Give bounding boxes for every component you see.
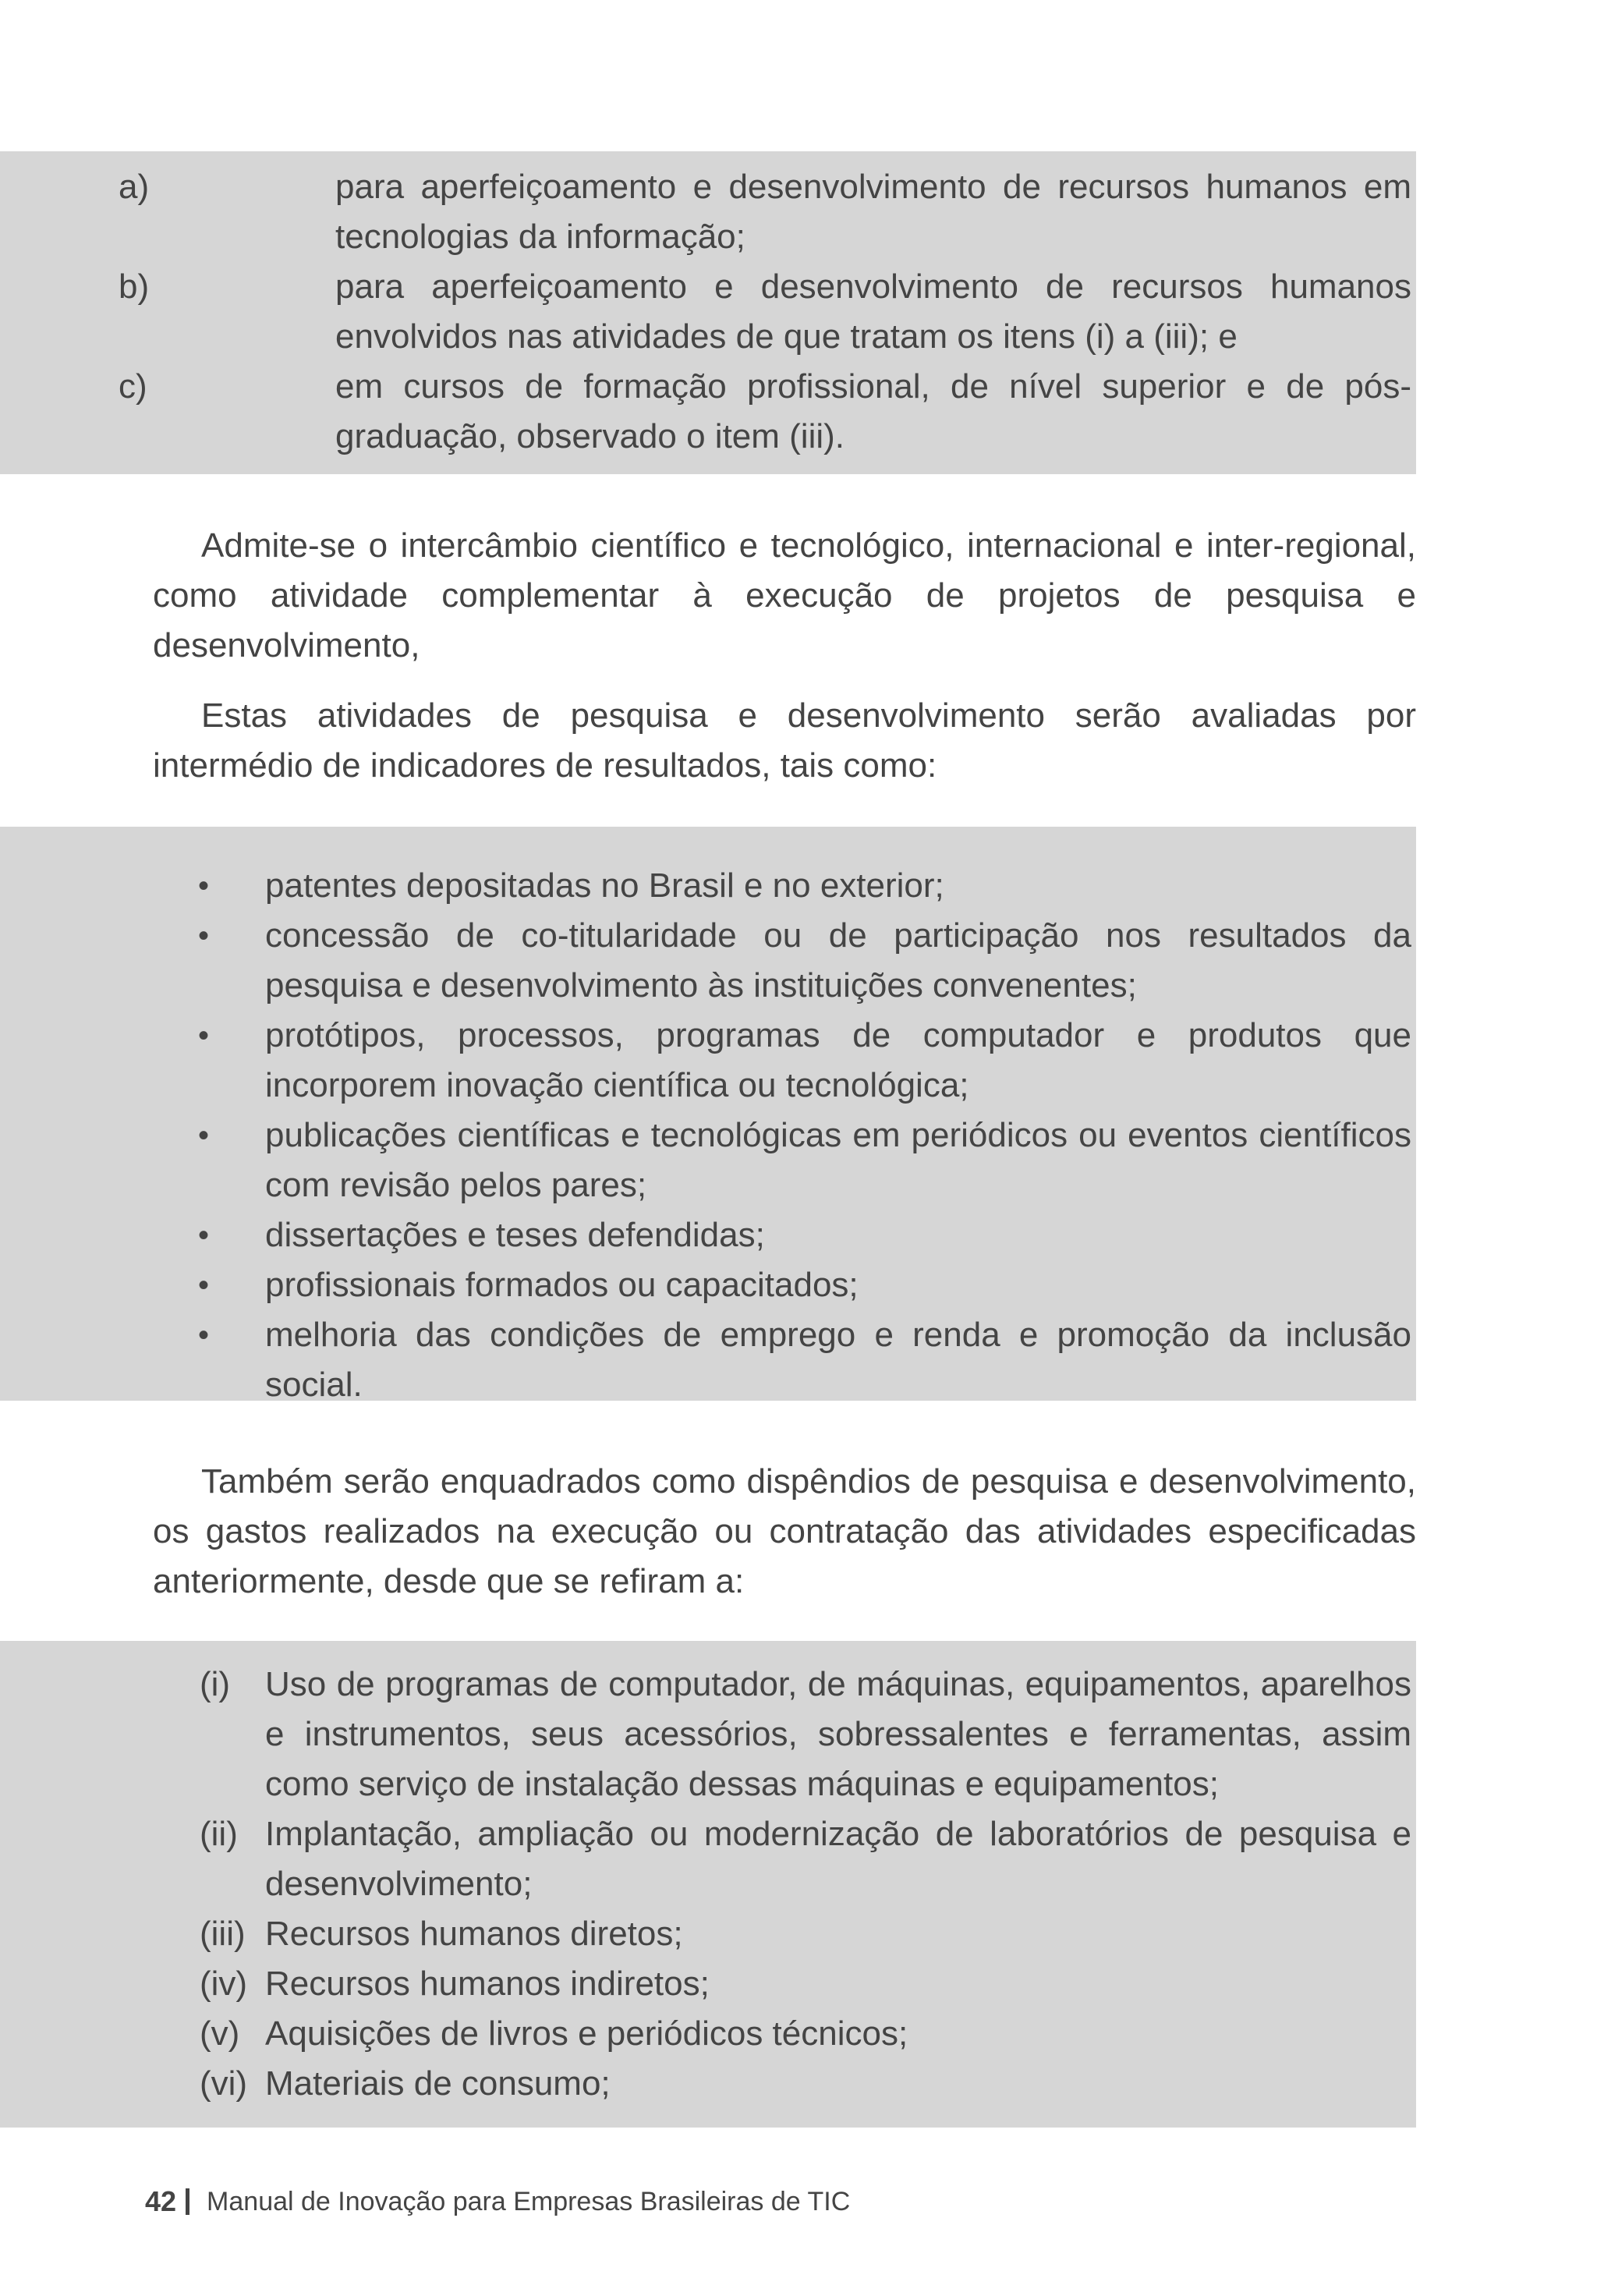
list-item <box>151 1111 1411 1210</box>
list-item <box>119 362 1411 462</box>
list-item <box>151 2009 1411 2059</box>
list-item <box>151 1809 1411 1909</box>
list-item <box>151 1959 1411 2009</box>
body-text-section-1 <box>153 521 1416 811</box>
alpha-list <box>119 162 1411 462</box>
roman-list <box>151 1660 1411 2109</box>
list-item <box>151 1310 1411 1410</box>
bullet-marker: • <box>198 1268 210 1302</box>
list-item-text: concessão de co-titularidade ou de participação nos resultados da pesquisa e desenvolvimento às instituições convenentes; <box>265 916 1411 1004</box>
shaded-block-bullet-list <box>0 827 1416 1404</box>
shaded-block-alpha-list <box>0 151 1416 474</box>
bullet-marker: • <box>198 919 210 953</box>
bullet-marker: • <box>198 1218 210 1253</box>
footer-title: Manual de Inovação para Empresas Brasileiras de TIC <box>207 2186 851 2216</box>
list-item <box>151 1660 1411 1809</box>
list-item-text: Aquisições de livros e periódicos técnicos; <box>265 2014 908 2053</box>
list-item <box>151 861 1411 911</box>
list-item-text: Implantação, ampliação ou modernização de laboratórios de pesquisa e desenvolvimento; <box>265 1815 1411 1903</box>
list-marker: a) <box>119 168 150 206</box>
list-item <box>151 1260 1411 1310</box>
list-item-text: para aperfeiçoamento e desenvolvimento de recursos humanos em tecnologias da informação; <box>335 168 1411 256</box>
list-marker: (ii) <box>200 1815 238 1853</box>
list-item-text: publicações científicas e tecnológicas em periódicos ou eventos científicos com revisão pelos pares; <box>265 1116 1411 1204</box>
bullet-marker: • <box>198 1019 210 1053</box>
list-item <box>151 1909 1411 1959</box>
paragraph-intercambio: Admite-se o intercâmbio científico e tecnológico, internacional e inter-regional, como atividade complementar à execução de projetos de pesquisa e desenvolvimento, <box>153 526 1416 664</box>
list-item <box>151 1210 1411 1260</box>
list-item-text: melhoria das condições de emprego e renda e promoção da inclusão social. <box>265 1316 1411 1404</box>
list-item-text: Materiais de consumo; <box>265 2064 611 2103</box>
page-number: 42 <box>145 2185 177 2217</box>
list-marker: b) <box>119 268 150 306</box>
list-item-text: patentes depositadas no Brasil e no exterior; <box>265 866 944 905</box>
list-marker: (iii) <box>200 1915 246 1953</box>
bullet-list <box>151 861 1411 1410</box>
list-item-text: profissionais formados ou capacitados; <box>265 1266 859 1304</box>
list-item-text: Uso de programas de computador, de máquinas, equipamentos, aparelhos e instrumentos, seus acessórios, sobressalentes e ferramentas, assim como serviço de instalação dessas máquinas e equipamentos; <box>265 1665 1411 1803</box>
list-item-text: protótipos, processos, programas de computador e produtos que incorporem inovação científica ou tecnológica; <box>265 1016 1411 1104</box>
paragraph-indicadores: Estas atividades de pesquisa e desenvolvimento serão avaliadas por intermédio de indicadores de resultados, tais como: <box>153 696 1416 785</box>
list-item-text: Recursos humanos diretos; <box>265 1915 683 1953</box>
list-marker: (v) <box>200 2014 240 2053</box>
list-item <box>151 911 1411 1011</box>
list-marker: (iv) <box>200 1965 248 2003</box>
list-item-text: em cursos de formação profissional, de nível superior e de pós-graduação, observado o item (iii). <box>335 367 1411 455</box>
footer-separator <box>186 2188 189 2215</box>
list-item-text: Recursos humanos indiretos; <box>265 1965 710 2003</box>
bullet-marker: • <box>198 1118 210 1153</box>
list-item <box>119 162 1411 262</box>
shaded-block-roman-list <box>0 1641 1416 2128</box>
bullet-marker: • <box>198 869 210 903</box>
list-item <box>151 2059 1411 2109</box>
paragraph-dispendios: Também serão enquadrados como dispêndios de pesquisa e desenvolvimento, os gastos realizados na execução ou contratação das atividades especificadas anteriormente, desde que se refiram a: <box>153 1462 1416 1600</box>
bullet-marker: • <box>198 1318 210 1352</box>
list-item-text: dissertações e teses defendidas; <box>265 1216 765 1254</box>
list-item-text: para aperfeiçoamento e desenvolvimento de recursos humanos envolvidos nas atividades de que tratam os itens (i) a (iii); e <box>335 268 1411 356</box>
list-item <box>119 262 1411 362</box>
body-text-section-2 <box>153 1457 1416 1627</box>
list-marker: c) <box>119 367 147 406</box>
list-item <box>151 1011 1411 1111</box>
list-marker: (vi) <box>200 2064 248 2103</box>
page-footer <box>145 2185 850 2218</box>
list-marker: (i) <box>200 1665 231 1703</box>
